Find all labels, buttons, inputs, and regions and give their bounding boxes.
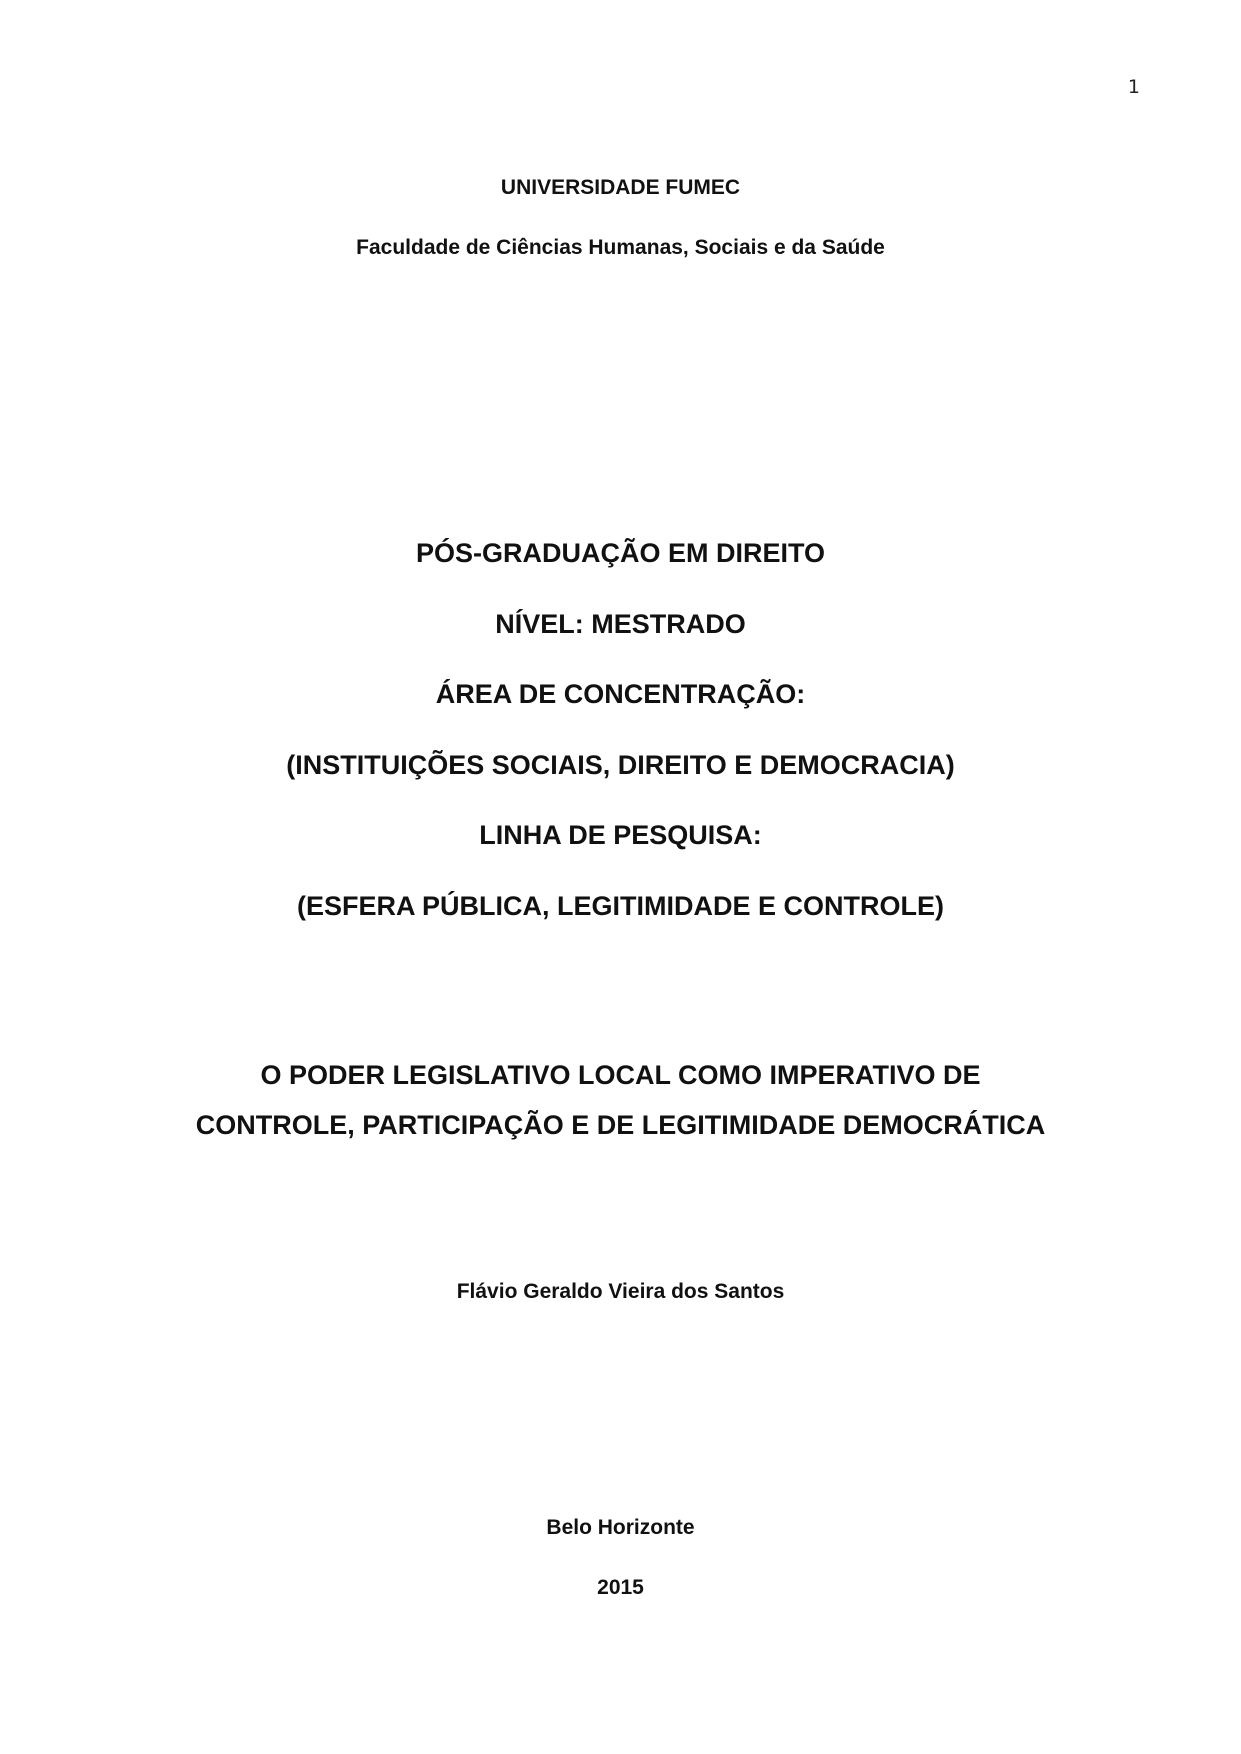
thesis-title-line-1: O PODER LEGISLATIVO LOCAL COMO IMPERATIVO DE [260,1060,981,1090]
research-line-label: LINHA DE PESQUISA: [479,820,762,850]
university-name: UNIVERSIDADE FUMEC [500,176,741,199]
faculty-name: Faculdade de Ciências Humanas, Sociais e da Saúde [356,236,885,259]
city: Belo Horizonte [546,1516,695,1539]
author-name: Flávio Geraldo Vieira dos Santos [456,1280,785,1303]
year: 2015 [597,1576,644,1599]
course-name: PÓS-GRADUAÇÃO EM DIREITO [415,538,826,568]
page-number: 1 [1127,76,1140,98]
area-label: ÁREA DE CONCENTRAÇÃO: [435,679,806,709]
level: NÍVEL: MESTRADO [495,609,746,639]
area-value: (INSTITUIÇÕES SOCIAIS, DIREITO E DEMOCRACIA) [286,750,955,780]
research-line-value: (ESFERA PÚBLICA, LEGITIMIDADE E CONTROLE) [297,891,944,921]
thesis-title-line-2: CONTROLE, PARTICIPAÇÃO E DE LEGITIMIDADE DEMOCRÁTICA [195,1110,1046,1140]
